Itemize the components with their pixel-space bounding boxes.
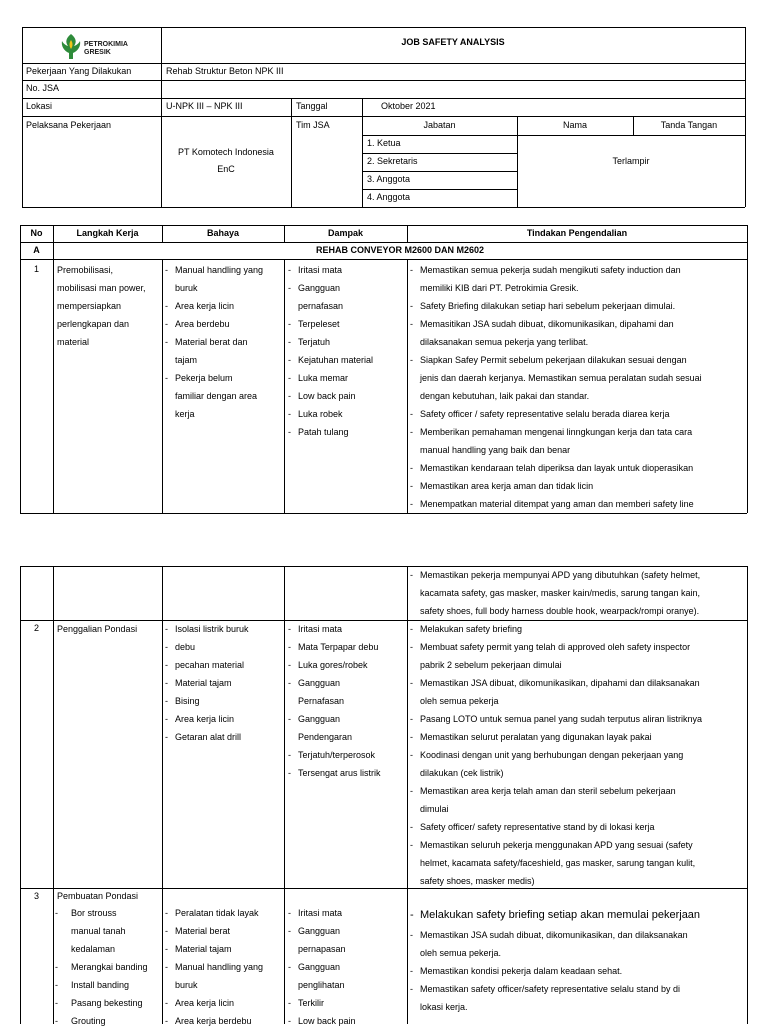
row-1-no: 1 — [33, 264, 39, 274]
jabatan-ketua: 1. Ketua — [367, 138, 401, 148]
jabatan-header: Jabatan — [423, 120, 456, 130]
terlampir-text: Terlampir — [612, 156, 650, 166]
section-no: A — [33, 245, 40, 255]
col-header-bahaya: Bahaya — [206, 228, 240, 238]
tanggal-value: Oktober 2021 — [381, 101, 436, 111]
row-1-tindakan-list: - Memastikan semua pekerja sudah mengikuti safety induction dan memiliki KIB dari PT. Petrokimia Gresik. - Safety Briefing dilakukan setiap hari sebelum pekerjaan dimulai. - Memasitikan JSA sudah dibuat, dikomunikasikan, dipahami dan dilaksanakan semua pekerja yang terlibat. - Siapkan Safey Permit sebelum pekerjaan dilakukan sesuai dengan jenis dan daerah kerjanya. Memastikan semua peralatan sudah sesuai dengan kebutuhan, laik pakai dan standar. - Safety officer / safety representative selalu berada diarea kerja - Memberikan pemahaman mengenai linngkungan kerja dan tata cara manual handling yang baik dan benar - Memastikan kendaraan telah diperiksa dan layak untuk dioperasikan - Memastikan area kerja aman dan tidak licin - Menempatkan material ditempat yang aman dan memberi safety line — [410, 261, 702, 513]
tanda-tangan-header: Tanda Tangan — [660, 120, 718, 130]
lokasi-value: U-NPK III – NPK III — [166, 101, 243, 111]
row-3-langkah-title: Pembuatan Pondasi — [57, 891, 139, 901]
row-1-dampak-list: - Iritasi mata - Gangguan pernafasan - Terpeleset - Terjatuh - Kejatuhan material - Luka memar - Low back pain - Luka robek - Patah tulang — [288, 261, 373, 441]
nojsa-label: No. JSA — [26, 83, 60, 93]
jabatan-anggota-2: 4. Anggota — [367, 192, 411, 202]
col-header-no: No — [30, 228, 43, 238]
row-2-langkah: Penggalian Pondasi — [57, 624, 138, 634]
pekerjaan-label: Pekerjaan Yang Dilakukan — [26, 66, 132, 76]
row-3-langkah-list: - Bor strouss manual tanah kedalaman - Merangkai banding - Install banding - Pasang bekesting - Grouting — [55, 904, 148, 1030]
nama-header: Nama — [562, 120, 587, 130]
pelaksana-value-1: PT Komotech Indonesia — [178, 147, 274, 157]
row-1-tindakan-continued: - Memastikan pekerja mempunyai APD yang dibutuhkan (safety helmet, kacamata safety, gas masker, masker kain/medis, sarung tangan kain, safety shoes, full body harness double hook, wearpack/rompi oranye). — [410, 566, 700, 620]
row-1-bahaya-list: - Manual handling yang buruk - Area kerja licin - Area berdebu - Material berat dan tajam - Pekerja belum familiar dengan area kerja — [165, 261, 263, 423]
petrokimia-logo-icon — [56, 32, 86, 60]
timjsa-label: Tim JSA — [296, 120, 330, 130]
col-header-dampak: Dampak — [327, 228, 363, 238]
jabatan-sekretaris: 2. Sekretaris — [367, 156, 418, 166]
row-2-no: 2 — [33, 623, 39, 633]
document-title: JOB SAFETY ANALYSIS — [401, 37, 505, 47]
logo-line-2: GRESIK — [84, 49, 111, 56]
logo-line-1: PETROKIMIA — [84, 41, 128, 48]
row-3-tindakan-list: - Melakukan safety briefing setiap akan memulai pekerjaan - Memastikan JSA sudah dibuat, dikomunikasikan, dan dilaksanakan oleh semua pekerja. - Memastikan kondisi pekerja dalam keadaan sehat. - Memastikan safety officer/safety representative selalu stand by di lokasi kerja. — [410, 904, 700, 1016]
row-2-dampak-list: - Iritasi mata - Mata Terpapar debu - Luka gores/robek - Gangguan Pernafasan - Gangguan Pendengaran - Terjatuh/terperosok - Tersengat arus listrik — [288, 620, 381, 782]
section-title: REHAB CONVEYOR M2600 DAN M2602 — [315, 245, 485, 255]
col-header-langkah: Langkah Kerja — [76, 228, 139, 238]
tanggal-label: Tanggal — [296, 101, 328, 111]
row-2-tindakan-list: - Melakukan safety briefing - Membuat safety permit yang telah di approved oleh safety inspector pabrik 2 sebelum pekerjaan dimulai - Memastikan JSA dibuat, dikomunikasikan, dipahami dan dilaksanakan oleh semua pekerja - Pasang LOTO untuk semua panel yang sudah terputus aliran listriknya - Memastikan selurut peralatan yang digunakan layak pakai - Koodinasi dengan unit yang berhubungan dengan pekerjaan yang dilakukan (cek listrik) - Memastikan area kerja telah aman dan steril sebelum pekerjaan dimulai - Safety officer/ safety representative stand by di lokasi kerja - Memastikan seluruh pekerja menggunakan APD yang sesuai (safety helmet, kacamata safety/faceshield, gas masker, sarung tangan kulit, safety shoes, masker medis) — [410, 620, 702, 890]
pelaksana-label: Pelaksana Pekerjaan — [26, 120, 112, 130]
pelaksana-value-2: EnC — [217, 164, 235, 174]
company-logo — [56, 32, 166, 60]
jabatan-anggota-1: 3. Anggota — [367, 174, 411, 184]
col-header-tindakan: Tindakan Pengendalian — [526, 228, 628, 238]
lokasi-label: Lokasi — [26, 101, 53, 111]
row-1-langkah: Premobilisasi, mobilisasi man power, mempersiapkan perlengkapan dan material — [57, 265, 146, 347]
pekerjaan-value: Rehab Struktur Beton NPK III — [166, 66, 284, 76]
row-3-dampak-list: - Iritasi mata - Gangguan pernapasan - Gangguan penglihatan - Terkilir - Low back pain — [288, 904, 356, 1030]
row-3-no: 3 — [33, 891, 39, 901]
row-3-bahaya-list: - Peralatan tidak layak - Material berat - Material tajam - Manual handling yang buruk - Area kerja licin - Area kerja berdebu — [165, 904, 263, 1030]
row-2-bahaya-list: - Isolasi listrik buruk - debu - pecahan material - Material tajam - Bising - Area kerja licin - Getaran alat drill — [165, 620, 249, 746]
